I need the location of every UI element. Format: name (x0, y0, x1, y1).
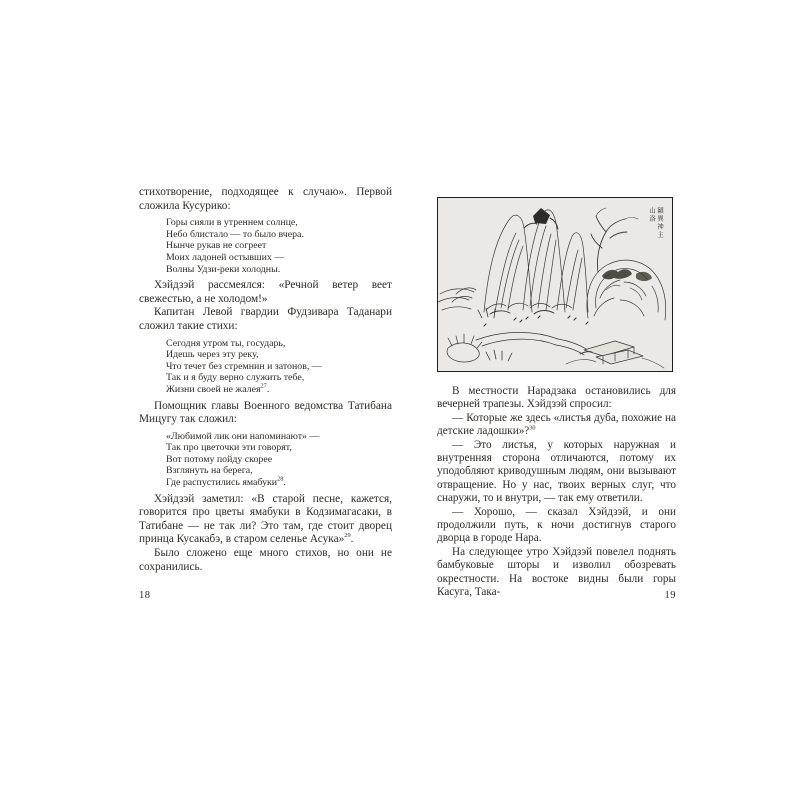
page-number-right: 19 (664, 590, 676, 601)
verse-line: Вот потому пойду скорее (166, 453, 273, 465)
verse-line: Где распустились ямабуки$^{28}$. (166, 475, 286, 489)
paragraph: На следующее утро Хэйдзэй повелел поднять бамбуковые шторы и изволил обозревать окрестности. На востоке видны были горы Касуга, Така- (437, 545, 676, 599)
verse-block-kusuriko (166, 217, 392, 275)
paragraph: Помощник главы Военного ведомства Татибана Мицугу так сложил: (139, 399, 392, 426)
verse-block-tadanari (166, 338, 392, 396)
verse-line: Жизни своей не жалея$^{27}$. (166, 382, 270, 395)
verse-line: Небо блистало — то было вчера. (166, 228, 304, 240)
right-page (437, 197, 676, 600)
mountain-landscape-drawing (438, 198, 672, 371)
paragraph-dialogue: — Которые же здесь «листья дуба, похожие на детские ладошки»?$^{30}$ (437, 411, 676, 438)
paragraph: Капитан Левой гвардии Фудзивара Таданари сложил такие стихи: (139, 306, 392, 332)
verse-line: Моих ладоней остывших — (166, 251, 285, 263)
verse-line: Сегодня утром ты, государь, (166, 337, 286, 349)
paragraph: Хэйдзэй рассмеялся: «Речной ветер веет свежестью, а не холодом!» (139, 279, 392, 305)
footnote-ref: 30 (529, 424, 536, 432)
verse-line: Что течет без стремнин и затонов, — (166, 360, 322, 372)
paragraph: стихотворение, подходящее к случаю». Первой сложила Кусурико: (139, 186, 392, 212)
verse-line: Волны Удзи-реки холодны. (166, 263, 281, 275)
footnote-ref: 27 (260, 382, 267, 390)
footnote-ref: 28 (277, 475, 284, 483)
verse-line: «Любимой лик они напоминают» — (166, 430, 320, 442)
verse-block-mitsugu (166, 431, 392, 489)
right-page-text (437, 385, 676, 600)
paragraph: Было сложено еще много стихов, но они не сохранились. (139, 547, 392, 573)
paragraph: Хэйдзэй заметил: «В старой песне, кажется, говорится про цветы ямабуки в Кодзимагасаки, в Татибане — не так ли? Это там, где стоит дворец принца Кусакабэ, в старом селенье Асука»$^{29}$. (139, 492, 392, 546)
page-number-left: 18 (139, 590, 151, 601)
verse-line: Так и я буду верно служить тебе, (166, 372, 305, 384)
footnote-ref: 29 (344, 532, 351, 540)
verse-line: Горы сияли в утреннем солнце, (166, 217, 298, 229)
verse-line: Идешь через эту реку, (166, 349, 259, 361)
verse-line: Взглянуть на берега, (166, 465, 253, 477)
paragraph-dialogue: — Это листья, у которых наружная и внутренняя сторона отличаются, потому их уподобляют криводушным людям, они вызывают отвращение. Но у нас, твоих верных слуг, что снаружи, то и внутри, — так ему ответили. (437, 438, 676, 505)
paragraph: В местности Нарадзака остановились для вечерней трапезы. Хэйдзэй спросил: (437, 385, 676, 411)
paragraph-dialogue: — Хорошо, — сказал Хэйдзэй, и они продолжили путь, к ночи достигнув старого дворца в городе Нара. (437, 505, 676, 545)
left-page (139, 186, 392, 574)
verse-line: Так про цветочки эти говорят, (166, 442, 292, 454)
illustration-caption-kanji: 穎異神主 山洛 (648, 207, 663, 239)
verse-line: Нынче рукав не согреет (166, 240, 267, 252)
landscape-illustration (437, 197, 673, 372)
